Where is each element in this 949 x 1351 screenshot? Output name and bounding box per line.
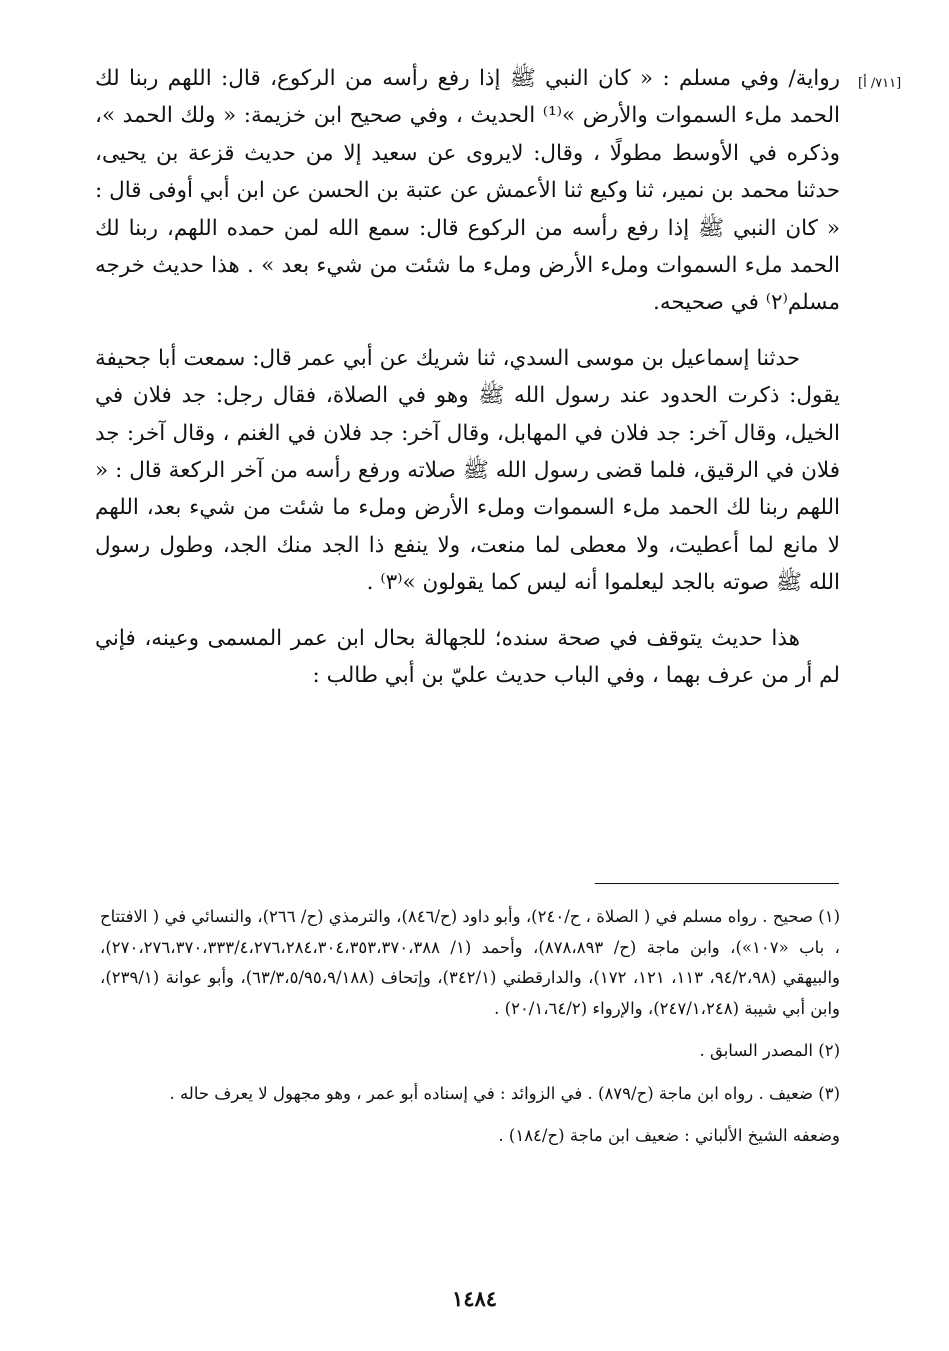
footnote-3: (٣) ضعيف . رواه ابن ماجة (ح/٨٧٩) . في الزوائد : في إسناده أبو عمر ، وهو مجهول لا يعرف حاله .	[169, 1083, 840, 1103]
paragraph-3: هذا حديث يتوقف في صحة سنده؛ للجهالة بحال ابن عمر المسمى وعينه، فإني لم أر من عرف بهما ، وفي الباب حديث عليّ بن أبي طالب :	[95, 625, 840, 689]
paragraph-2: حدثنا إسماعيل بن موسى السدي، ثنا شريك عن أبي عمر قال: سمعت أبا جحيفة يقول: ذكرت الحدود عند رسول الله ﷺ وهو في الصلاة، فقال رجل: جد فلان في الخيل، وقال آخر: جد فلان في المهابل، وقال آخر: جد فلان في الغنم ، وقال آخر: جد فلان في الرقيق، فلما قضى رسول الله ﷺ صلاته ورفع رأسه من آخر الركعة قال : « اللهم ربنا لك الحمد ملء السموات وملء الأرض وملء ما شئت من شيء بعد، اللهم لا مانع لما أعطيت، ولا معطى لما منعت، ولا ينفع ذا الجد منك الجد، وطول رسول الله ﷺ صوته بالجد ليعلموا أنه ليس كما يقولون »⁽٣⁾ .	[95, 345, 840, 596]
footnotes	[100, 902, 840, 1164]
footnote-1: (١) صحيح . رواه مسلم في ( الصلاة ، ح/٢٤٠)، وأبو داود (ح/٨٤٦)، والترمذي (ح/ ٢٦٦)، والنسائي في ( الافتتاح ، باب «١٠٧»)، وابن ماجة (ح/ ٨٧٨،٨٩٣)، وأحمد (١/ ٢٧٠،٢٧٦،٣٧٠،٣٣٣/٤،٢٧٦،٢٨٤،٣٠٤،٣٥٣،٣٧٠،٣٨٨)، والبيهقي (٩٤/٢،٩٨، ١١٣، ١٢١، ١٧٢)، والدارقطني (٣٤٢/١)، وإتحاف (٦٣/٣،٥/٩٥،٩/١٨٨)، وأبو عوانة (٢٣٩/١)، وابن أبي شيبة (٢٤٧/١،٢٤٨)، والإرواء (٢٠/١،٦٤/٢) .	[100, 907, 840, 1018]
paragraph-1: رواية/ وفي مسلم : « كان النبي ﷺ إذا رفع رأسه من الركوع، قال: اللهم ربنا لك الحمد ملء السموات والأرض »⁽¹⁾ الحديث ، وفي صحيح ابن خزيمة: « ولك الحمد »، وذكره في الأوسط مطولًا ، وقال: لايروى عن سعيد إلا من حديث قزعة بن يحيى، حدثنا محمد بن نمير، ثنا وكيع ثنا الأعمش عن عتبة بن الحسن عن ابن أبي أوفى قال : « كان النبي ﷺ إذا رفع رأسه من الركوع قال: سمع الله لمن حمده اللهم، ربنا لك الحمد ملء السموات وملء الأرض وملء ما شئت من شيء بعد » . هذا حديث خرجه مسلم⁽٢⁾ في صحيحه.	[95, 66, 840, 316]
page-number: ١٤٨٤	[451, 1286, 498, 1311]
footnote-2: (٢) المصدر السابق .	[699, 1041, 840, 1060]
footnote-3-continuation: وضعفه الشيخ الألباني : ضعيف ابن ماجة (ح/١٨٤) .	[498, 1126, 840, 1145]
footnote-separator	[595, 883, 839, 884]
main-text	[95, 60, 840, 713]
manuscript-folio-reference: [٧١١/ أ]	[858, 76, 902, 91]
